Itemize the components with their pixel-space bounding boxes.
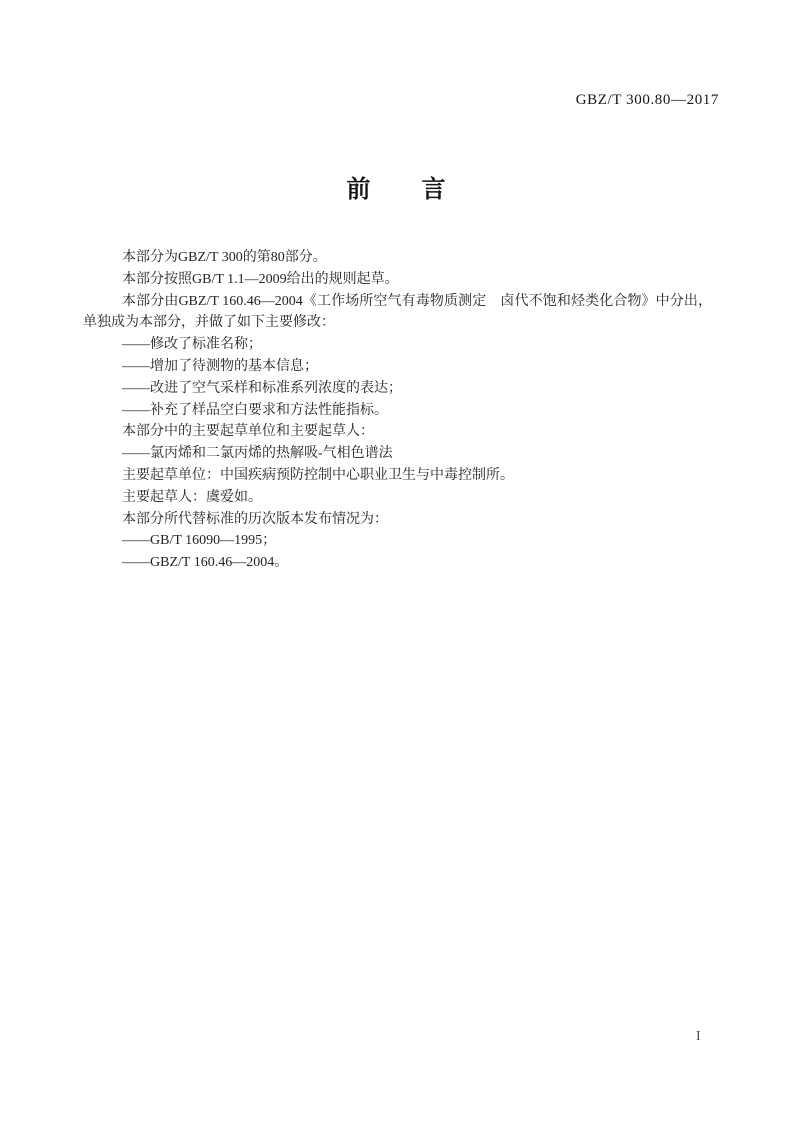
- foreword-list-item: ——氯丙烯和二氯丙烯的热解吸-气相色谱法: [122, 446, 393, 462]
- foreword-list-item: ——修改了标准名称；: [122, 337, 262, 353]
- standard-doc-number: GBZ/T 300.80—2017: [575, 92, 719, 108]
- foreword-paragraph: 本部分中的主要起草单位和主要起草人：: [122, 424, 374, 440]
- foreword-paragraph: 本部分按照GB/T 1.1—2009给出的规则起草。: [122, 271, 399, 287]
- foreword-list-item: ——改进了空气采样和标准系列浓度的表达；: [122, 380, 402, 396]
- foreword-list-item: ——GB/T 16090—1995；: [122, 533, 277, 549]
- foreword-paragraph: 本部分由GBZ/T 160.46—2004《工作场所空气有毒物质测定 卤代不饱和烃类化合物》中分出，单独成为本部分，并做了如下主要修改：: [83, 293, 712, 331]
- foreword-paragraph: 本部分为GBZ/T 300的第80部分。: [122, 250, 327, 265]
- foreword-body: [83, 247, 712, 574]
- foreword-paragraph: 本部分所代替标准的历次版本发布情况为：: [122, 511, 388, 527]
- foreword-paragraph: 主要起草人：虞爱如。: [122, 489, 262, 505]
- foreword-list-item: ——GBZ/T 160.46—2004。: [122, 555, 289, 571]
- foreword-paragraph: 主要起草单位：中国疾病预防控制中心职业卫生与中毒控制所。: [122, 467, 514, 483]
- page-number: I: [696, 1029, 701, 1044]
- foreword-list-item: ——补充了样品空白要求和方法性能指标。: [122, 402, 388, 418]
- foreword-title: 前 言: [346, 177, 447, 203]
- foreword-list-item: ——增加了待测物的基本信息；: [122, 358, 318, 374]
